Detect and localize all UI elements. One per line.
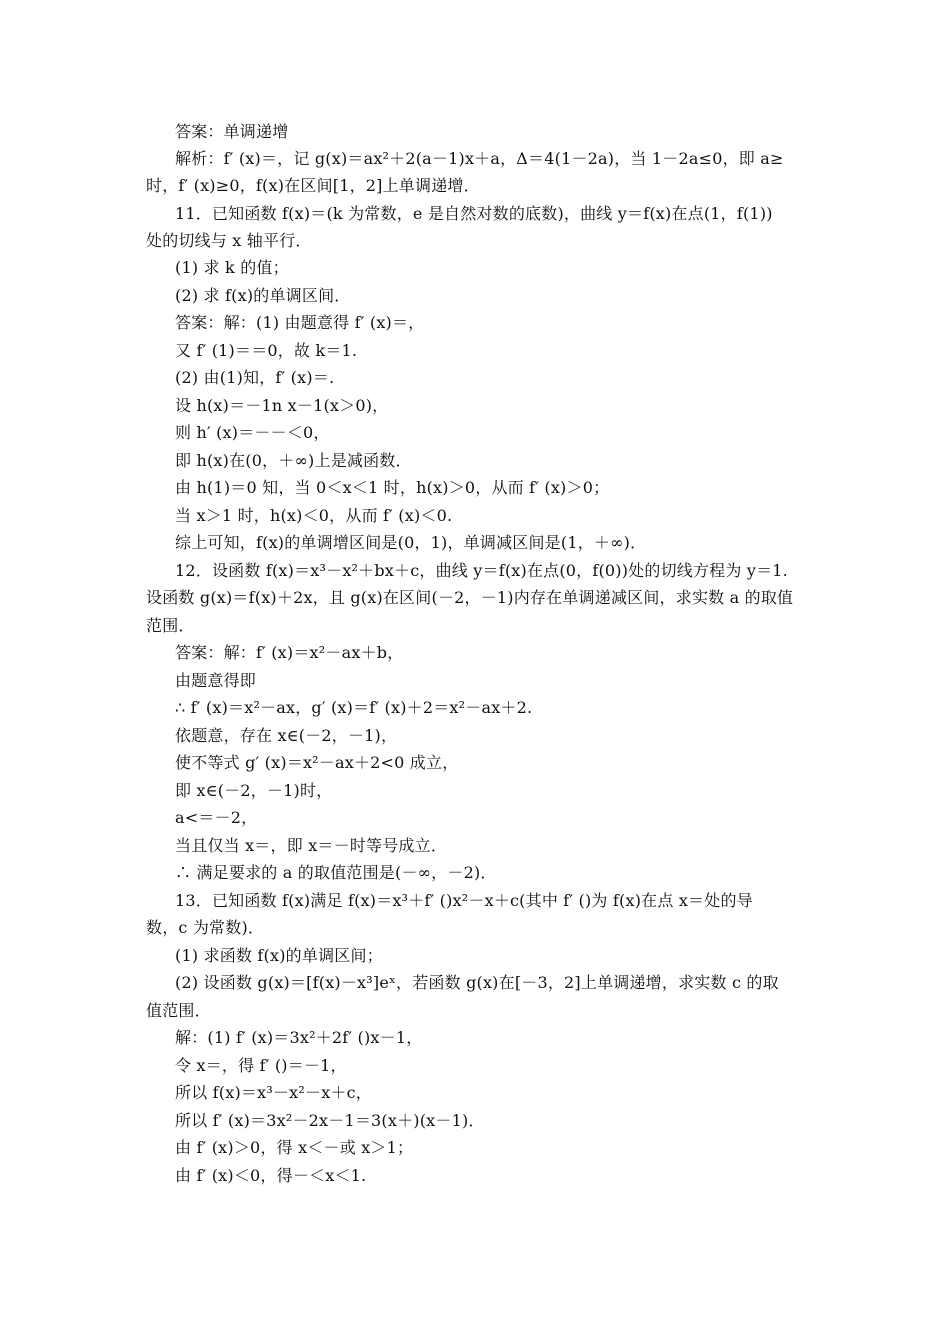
solution-line: 即 h(x)在(0，＋∞)上是减函数． [175,451,412,470]
solution-line: 综上可知，f(x)的单调增区间是(0，1)，单调减区间是(1，＋∞)． [175,533,647,552]
problem-13-part-2: (2) 设函数 g(x)＝[f(x)－x³]eˣ，若函数 g(x)在[－3，2]上单调递增，求实数 c 的取 [175,973,779,992]
problem-11-part-2: (2) 求 f(x)的单调区间． [175,286,351,305]
solution-line: a<＝－2， [175,808,258,827]
solution-line: 设 h(x)＝－1n x－1(x＞0)， [175,396,389,415]
problem-13-part-2: 值范围． [146,1001,211,1020]
solution-line: 所以 f′ (x)＝3x²－2x－1＝3(x＋)(x－1)． [175,1111,485,1130]
problem-12-statement: 范围． [146,616,195,635]
solution-line: 由题意得即 [175,671,257,690]
problem-12-statement: 设函数 g(x)＝f(x)＋2x，且 g(x)在区间(－2，－1)内存在单调递减区间，求实数 a 的取值 [146,588,794,607]
analysis-line: 解析：f′ (x)＝，记 g(x)＝ax²＋2(a－1)x＋a，Δ＝4(1－2a)，当 1－2a≤0，即 a≥ [175,149,784,168]
solution-line: 即 x∈(－2，－1)时， [175,781,333,800]
solution-line: 使不等式 g′ (x)＝x²－ax＋2<0 成立， [175,753,459,772]
problem-11-statement: 11．已知函数 f(x)＝(k 为常数，e 是自然对数的底数)，曲线 y＝f(x)在点(1，f(1)) [175,204,773,223]
answer-label-line: 答案：单调递增 [175,122,289,141]
solution-line: 答案：解：f′ (x)＝x²－ax＋b， [175,643,404,662]
problem-13-part-1: (1) 求函数 f(x)的单调区间； [175,946,383,965]
solution-line: 当且仅当 x＝，即 x＝－时等号成立． [175,836,448,855]
problem-11-statement: 处的切线与 x 轴平行． [146,231,312,250]
solution-line: 解：(1) f′ (x)＝3x²＋2f′ ()x－1， [175,1028,423,1047]
solution-line: ∴ 满足要求的 a 的取值范围是(－∞，－2)． [175,863,497,882]
solution-line: 又 f′ (1)＝＝0，故 k＝1. [175,341,358,360]
solution-line: 由 h(1)＝0 知，当 0＜x＜1 时，h(x)＞0，从而 f′ (x)＞0； [175,478,610,497]
solution-line: 由 f′ (x)＜0，得－＜x＜1. [175,1166,367,1185]
solution-line: ∴ f′ (x)＝x²－ax，g′ (x)＝f′ (x)＋2＝x²－ax＋2. [175,698,533,717]
solution-line: 由 f′ (x)＞0，得 x＜－或 x＞1； [175,1138,414,1157]
solution-line: 则 h′ (x)＝－－＜0， [175,423,330,442]
solution-line: (2) 由(1)知，f′ (x)＝. [175,368,335,387]
solution-line: 当 x＞1 时，h(x)＜0，从而 f′ (x)＜0. [175,506,453,525]
solution-line: 答案：解：(1) 由题意得 f′ (x)＝， [175,313,425,332]
solution-line: 依题意，存在 x∈(－2，－1)， [175,726,398,745]
analysis-line: 时，f′ (x)≥0，f(x)在区间[1，2]上单调递增． [146,176,480,195]
solution-line: 令 x＝，得 f′ ()＝－1， [175,1056,347,1075]
problem-13-statement: 数，c 为常数)． [146,918,265,937]
problem-12-statement: 12．设函数 f(x)＝x³－x²＋bx＋c，曲线 y＝f(x)在点(0，f(0))处的切线方程为 y＝1. [175,561,788,580]
solution-line: 所以 f(x)＝x³－x²－x＋c， [175,1083,372,1102]
problem-11-part-1: (1) 求 k 的值； [175,258,289,277]
problem-13-statement: 13．已知函数 f(x)满足 f(x)＝x³＋f′ ()x²－x＋c(其中 f′ ()为 f(x)在点 x＝处的导 [175,891,753,910]
